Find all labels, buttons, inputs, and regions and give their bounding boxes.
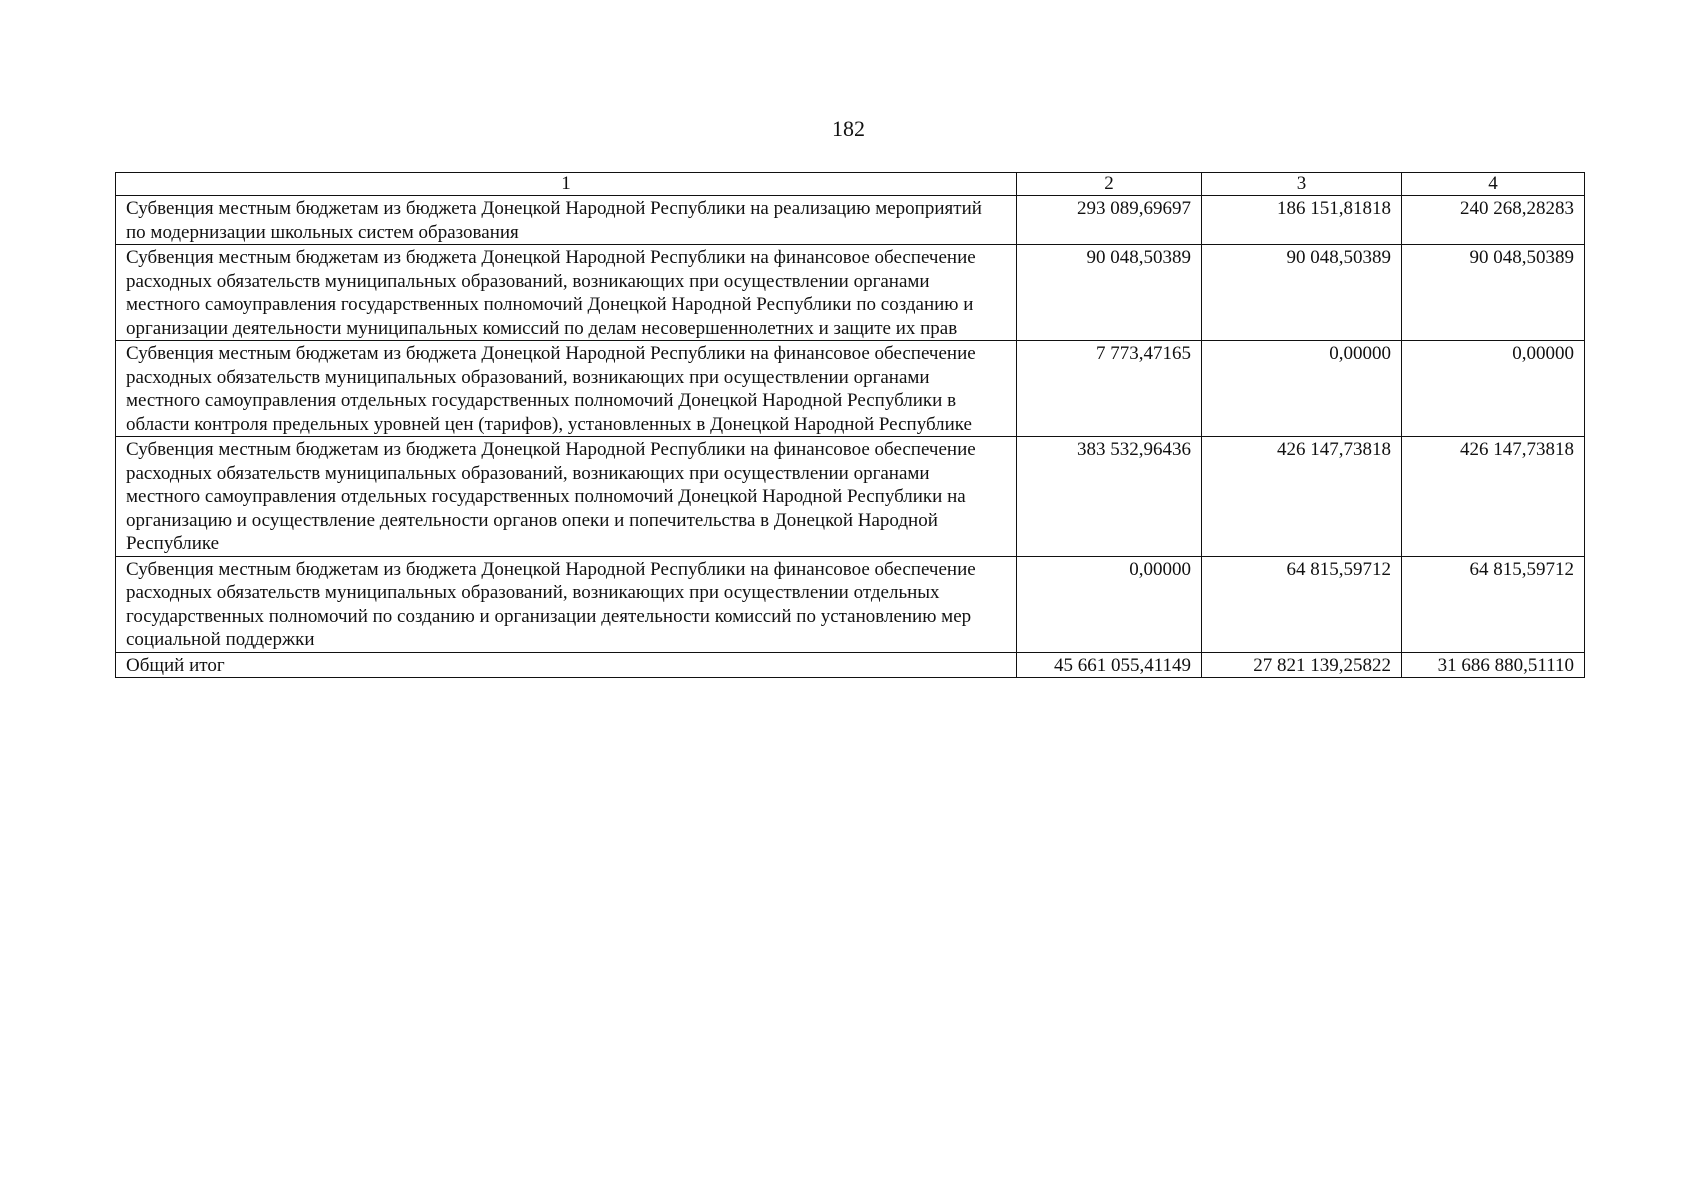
total-row xyxy=(116,652,1585,678)
column-header-3: 3 xyxy=(1202,173,1402,196)
column-header-1: 1 xyxy=(116,173,1017,196)
row-value-col4: 426 147,73818 xyxy=(1402,437,1585,557)
total-label: Общий итог xyxy=(116,652,1017,678)
row-name: Субвенция местным бюджетам из бюджета Донецкой Народной Республики на финансовое обеспечение расходных обязательств муниципальных образований, возникающих при осуществлении органами местного самоуправления государственных полномочий Донецкой Народной Республики по созданию и организации деятельности муниципальных комиссий по делам несовершеннолетних и защите их прав xyxy=(116,245,1017,341)
row-value-col2: 383 532,96436 xyxy=(1017,437,1202,557)
table-row xyxy=(116,245,1585,341)
row-value-col3: 64 815,59712 xyxy=(1202,556,1402,652)
row-value-col4: 90 048,50389 xyxy=(1402,245,1585,341)
row-value-col2: 293 089,69697 xyxy=(1017,196,1202,245)
total-value-col2: 45 661 055,41149 xyxy=(1017,652,1202,678)
row-name: Субвенция местным бюджетам из бюджета Донецкой Народной Республики на финансовое обеспечение расходных обязательств муниципальных образований, возникающих при осуществлении органами местного самоуправления отдельных государственных полномочий Донецкой Народной Республики на организацию и осуществление деятельности органов опеки и попечительства в Донецкой Народной Республике xyxy=(116,437,1017,557)
page-number: 182 xyxy=(832,116,865,141)
row-value-col4: 240 268,28283 xyxy=(1402,196,1585,245)
row-value-col3: 426 147,73818 xyxy=(1202,437,1402,557)
row-value-col3: 0,00000 xyxy=(1202,341,1402,437)
row-value-col2: 0,00000 xyxy=(1017,556,1202,652)
row-value-col3: 186 151,81818 xyxy=(1202,196,1402,245)
row-name: Субвенция местным бюджетам из бюджета Донецкой Народной Республики на реализацию мероприятий по модернизации школьных систем образования xyxy=(116,196,1017,245)
table-row xyxy=(116,341,1585,437)
table-row xyxy=(116,556,1585,652)
row-value-col4: 64 815,59712 xyxy=(1402,556,1585,652)
table-row xyxy=(116,437,1585,557)
total-value-col3: 27 821 139,25822 xyxy=(1202,652,1402,678)
row-value-col4: 0,00000 xyxy=(1402,341,1585,437)
header-row xyxy=(116,173,1585,196)
row-value-col2: 7 773,47165 xyxy=(1017,341,1202,437)
row-value-col3: 90 048,50389 xyxy=(1202,245,1402,341)
column-header-2: 2 xyxy=(1017,173,1202,196)
row-name: Субвенция местным бюджетам из бюджета Донецкой Народной Республики на финансовое обеспечение расходных обязательств муниципальных образований, возникающих при осуществлении отдельных государственных полномочий по созданию и организации деятельности комиссий по установлению мер социальной поддержки xyxy=(116,556,1017,652)
table-row xyxy=(116,196,1585,245)
column-header-4: 4 xyxy=(1402,173,1585,196)
total-value-col4: 31 686 880,51110 xyxy=(1402,652,1585,678)
row-value-col2: 90 048,50389 xyxy=(1017,245,1202,341)
budget-table xyxy=(115,172,1585,678)
row-name: Субвенция местным бюджетам из бюджета Донецкой Народной Республики на финансовое обеспечение расходных обязательств муниципальных образований, возникающих при осуществлении органами местного самоуправления отдельных государственных полномочий Донецкой Народной Республики в области контроля предельных уровней цен (тарифов), установленных в Донецкой Народной Республике xyxy=(116,341,1017,437)
